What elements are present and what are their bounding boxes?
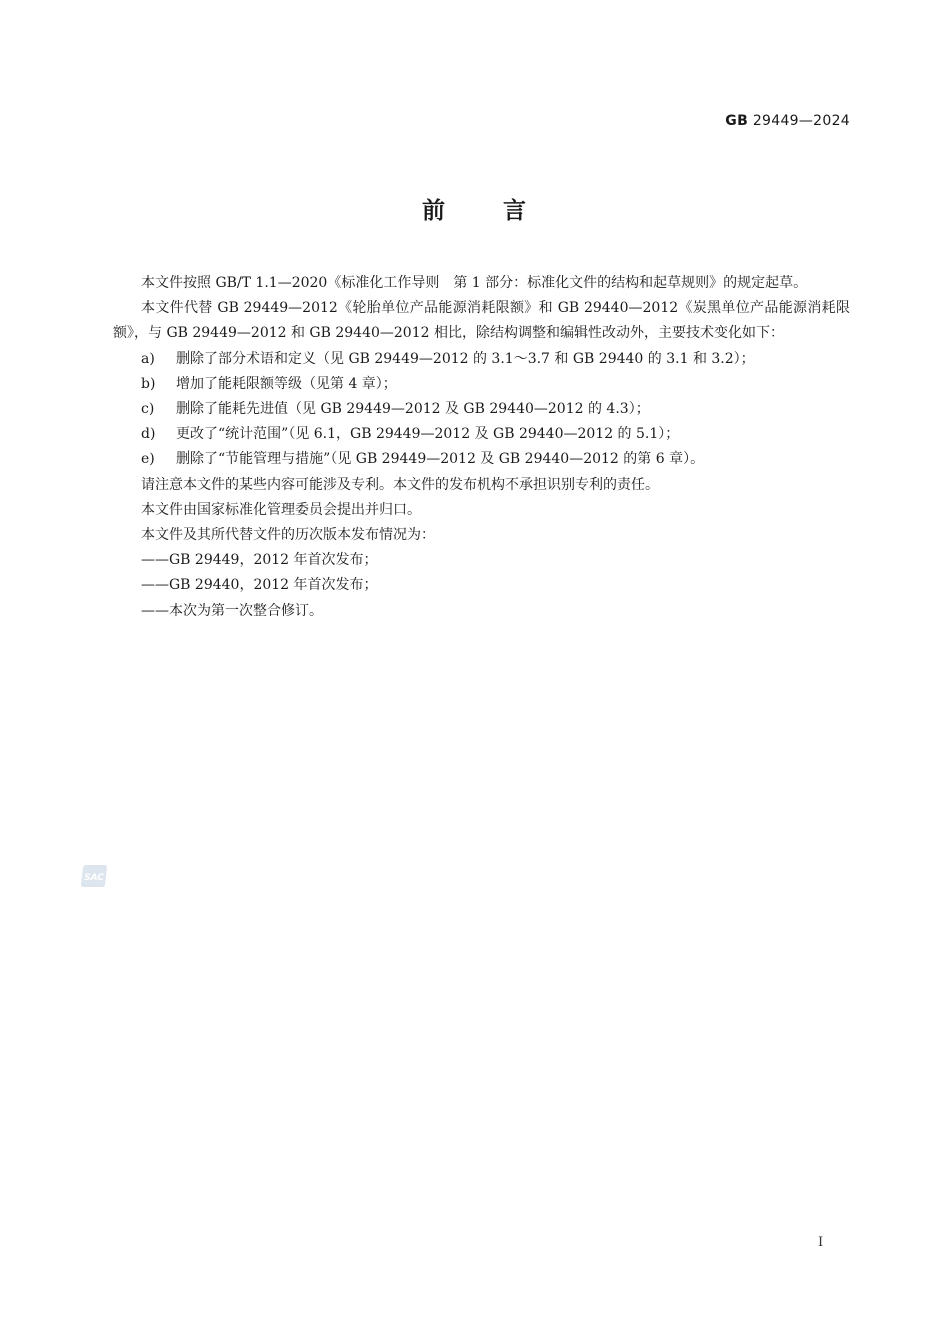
history-intro: 本文件及其所代替文件的历次版本发布情况为： xyxy=(141,527,435,544)
standard-number xyxy=(725,113,850,129)
title-char-1: 前 xyxy=(422,198,447,224)
list-item xyxy=(113,372,850,397)
patent-notice: 请注意本文件的某些内容可能涉及专利。本文件的发布机构不承担识别专利的责任。 xyxy=(141,476,659,493)
standard-number-value: 29449—2024 xyxy=(752,113,850,129)
list-marker: c) xyxy=(141,401,155,418)
list-marker: a) xyxy=(141,350,155,367)
list-item-text: 增加了能耗限额等级（见第 4 章）； xyxy=(176,375,397,392)
list-item-text: 更改了“统计范围”（见 6.1，GB 29449—2012 及 GB 29440—2012 的 5.1）； xyxy=(176,426,680,443)
page-number: I xyxy=(818,1235,824,1250)
list-item-text: 删除了“节能管理与措施”（见 GB 29449—2012 及 GB 29440—2012 的第 6 章）。 xyxy=(176,451,705,468)
history-list xyxy=(113,548,850,624)
standard-code: GB xyxy=(725,113,749,129)
page-title xyxy=(0,192,950,225)
list-item-text: 删除了部分术语和定义（见 GB 29449—2012 的 3.1～3.7 和 GB 29440 的 3.1 和 3.2）； xyxy=(176,350,755,367)
list-marker: d) xyxy=(141,426,156,443)
list-item xyxy=(113,422,850,447)
proposer-notice: 本文件由国家标准化管理委员会提出并归口。 xyxy=(141,501,421,518)
paragraph-drafting-rules: 本文件按照 GB/T 1.1—2020《标准化工作导则 第 1 部分：标准化文件的结构和起草规则》的规定起草。 xyxy=(141,275,808,291)
changes-list xyxy=(113,347,850,473)
title-char-2: 言 xyxy=(503,198,528,224)
list-marker: e) xyxy=(141,451,155,468)
list-item-text: 删除了能耗先进值（见 GB 29449—2012 及 GB 29440—2012 的 4.3）； xyxy=(176,401,650,418)
list-item xyxy=(113,397,850,422)
history-item: ——本次为第一次整合修订。 xyxy=(141,602,323,619)
history-item: ——GB 29449，2012 年首次发布； xyxy=(141,552,378,569)
history-item: ——GB 29440，2012 年首次发布； xyxy=(141,577,378,594)
foreword-body xyxy=(113,271,850,624)
sac-logo-icon xyxy=(80,864,108,888)
paragraph-replacement: 本文件代替 GB 29449—2012《轮胎单位产品能源消耗限额》和 GB 29440—2012《炭黑单位产品能源消耗限额》，与 GB 29449—2012 和 GB 29440—2012 相比，除结构调整和编辑性改动外，主要技术变化如下： xyxy=(113,300,850,342)
list-marker: b) xyxy=(141,375,156,392)
sac-logo-text: SAC xyxy=(84,873,104,883)
list-item xyxy=(113,447,850,472)
list-item xyxy=(113,347,850,372)
